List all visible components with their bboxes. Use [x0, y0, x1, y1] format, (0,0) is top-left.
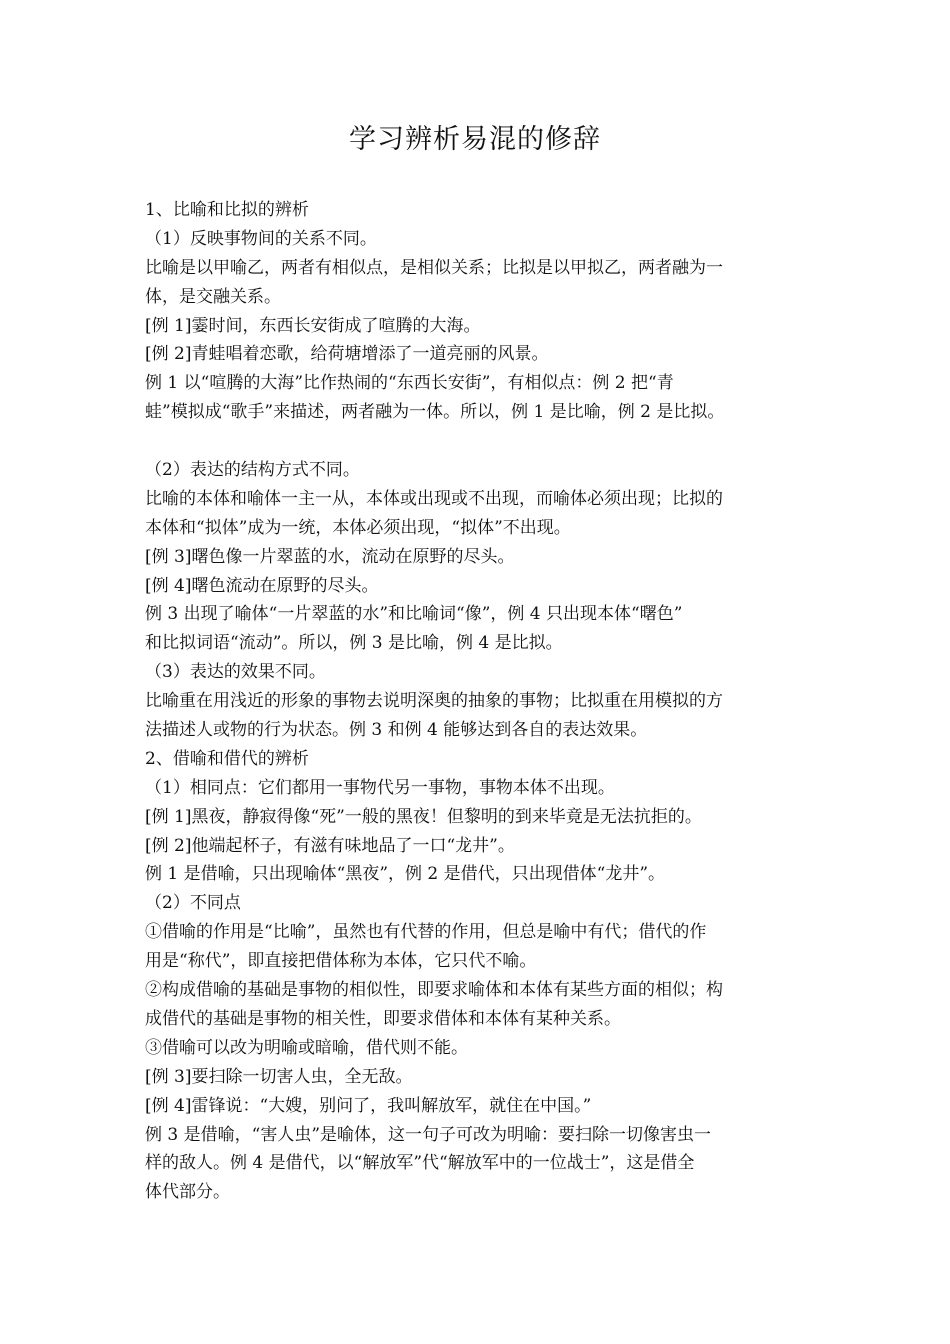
- text-line: [例 4]雷锋说：“大嫂，别问了，我叫解放军，就住在中国。”: [145, 1095, 592, 1116]
- text-line: 比喻是以甲喻乙，两者有相似点，是相似关系；比拟是以甲拟乙，两者融为一: [145, 257, 723, 278]
- blank-line: [145, 427, 810, 456]
- text-line: 例 1 以“喧腾的大海”比作热闹的“东西长安街”，有相似点：例 2 把“青: [145, 373, 674, 394]
- text-line: 1、比喻和比拟的辨析: [145, 200, 309, 220]
- text-line: ③借喻可以改为明喻或暗喻，借代则不能。: [145, 1037, 468, 1058]
- text-line: 比喻的本体和喻体一主一从，本体或出现或不出现，而喻体必须出现；比拟的: [145, 488, 723, 509]
- text-line: （2）不同点: [145, 893, 241, 914]
- text-line: 样的敌人。例 4 是借代，以“解放军”代“解放军中的一位战士”，这是借全: [145, 1153, 695, 1174]
- text-line: 2、借喻和借代的辨析: [145, 748, 309, 769]
- document-body: [145, 196, 810, 1207]
- text-line: 例 3 是借喻，“害人虫”是喻体，这一句子可改为明喻：要扫除一切像害虫一: [145, 1124, 712, 1145]
- text-line: [例 2]青蛙唱着恋歌，给荷塘增添了一道亮丽的风景。: [145, 344, 549, 365]
- text-line: （1）相同点：它们都用一事物代另一事物，事物本体不出现。: [145, 777, 615, 798]
- text-line: 法描述人或物的行为状态。例 3 和例 4 能够达到各自的表达效果。: [145, 720, 648, 741]
- text-line: [例 1]霎时间，东西长安街成了喧腾的大海。: [145, 315, 481, 336]
- text-line: ②构成借喻的基础是事物的相似性，即要求喻体和本体有某些方面的相似；构: [145, 980, 723, 1001]
- text-line: （2）表达的结构方式不同。: [145, 460, 360, 481]
- text-line: [例 2]他端起杯子，有滋有味地品了一口“龙井”。: [145, 835, 515, 856]
- text-line: [例 3]要扫除一切害人虫，全无敌。: [145, 1066, 413, 1087]
- text-line: 例 3 出现了喻体“一片翠蓝的水”和比喻词“像”，例 4 只出现本体“曙色”: [145, 604, 683, 625]
- text-line: 体，是交融关系。: [145, 286, 281, 307]
- document-title: 学习辨析易混的修辞: [349, 124, 601, 155]
- text-line: 用是“称代”，即直接把借体称为本体，它只代不喻。: [145, 951, 537, 972]
- text-line: 比喻重在用浅近的形象的事物去说明深奥的抽象的事物；比拟重在用模拟的方: [145, 691, 723, 712]
- text-line: [例 1]黑夜，静寂得像“死”一般的黑夜！但黎明的到来毕竟是无法抗拒的。: [145, 806, 702, 827]
- text-line: 和比拟词语“流动”。所以，例 3 是比喻，例 4 是比拟。: [145, 633, 563, 654]
- text-line: [例 4]曙色流动在原野的尽头。: [145, 575, 379, 596]
- text-line: [例 3]曙色像一片翠蓝的水，流动在原野的尽头。: [145, 546, 515, 567]
- text-line: 本体和“拟体”成为一统，本体必须出现，“拟体”不出现。: [145, 517, 571, 538]
- text-line: 成借代的基础是事物的相关性，即要求借体和本体有某种关系。: [145, 1008, 621, 1029]
- text-line: （1）反映事物间的关系不同。: [145, 228, 377, 249]
- text-line: 例 1 是借喻，只出现喻体“黑夜”，例 2 是借代，只出现借体“龙井”。: [145, 864, 666, 885]
- text-line: ①借喻的作用是“比喻”，虽然也有代替的作用，但总是喻中有代；借代的作: [145, 922, 707, 943]
- text-line: 体代部分。: [145, 1182, 230, 1203]
- text-line: 蛙”模拟成“歌手”来描述，两者融为一体。所以，例 1 是比喻，例 2 是比拟。: [145, 402, 725, 423]
- text-line: （3）表达的效果不同。: [145, 662, 326, 683]
